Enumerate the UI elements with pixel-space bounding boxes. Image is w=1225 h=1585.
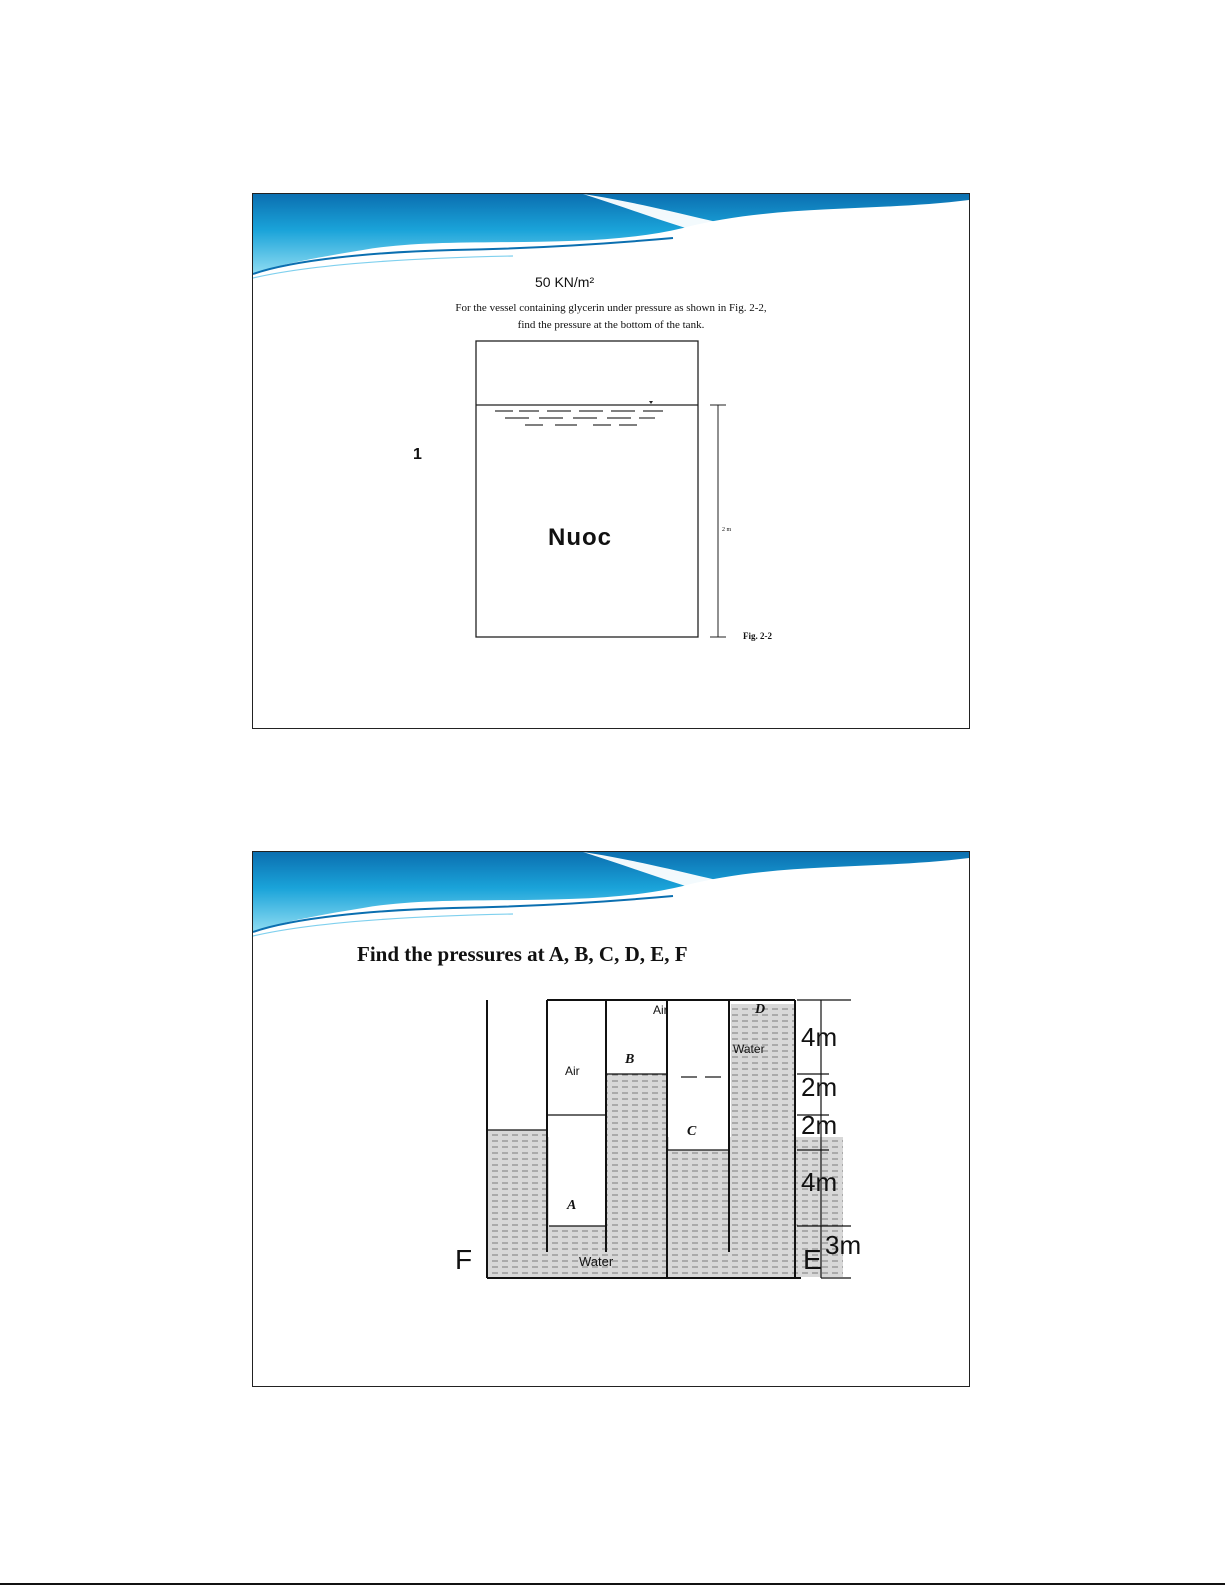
problem-text-line2: find the pressure at the bottom of the tank.: [517, 319, 705, 331]
surface-marker-icon: [649, 401, 653, 404]
point-b-label: B: [625, 1052, 635, 1067]
water-right-label: Water: [733, 1042, 765, 1056]
problem-title: Find the pressures at A, B, C, D, E, F: [357, 942, 688, 966]
slide-banner: [253, 852, 969, 944]
dimension-label-4: 4m: [801, 1167, 838, 1197]
air-left-label: Air: [565, 1064, 580, 1078]
liquid-label: Nuoc: [548, 524, 612, 551]
surface-dashes: [495, 411, 663, 425]
air-top-label: Air: [653, 1003, 668, 1017]
point-e-label: E: [803, 1244, 822, 1275]
dimension-label-5: 3m: [825, 1230, 862, 1260]
slide-banner: [253, 194, 969, 286]
slide-2: [252, 851, 970, 1387]
manometer-diagram: [351, 970, 871, 1300]
dimension-label-2: 2m: [801, 1072, 838, 1102]
point-d-label: D: [755, 1002, 766, 1017]
dimension-label-1: 4m: [801, 1022, 838, 1052]
slide-1: [252, 193, 970, 729]
problem-text-line1: For the vessel containing glycerin under pressure as shown in Fig. 2-2,: [455, 302, 767, 314]
pressure-label: 50 KN/m²: [535, 274, 595, 290]
water-bottom-label: Water: [579, 1254, 614, 1269]
side-number: 1: [413, 446, 422, 463]
tank-diagram: [443, 339, 823, 654]
height-label: 2 m: [722, 527, 732, 533]
tank-outline: [476, 341, 698, 637]
point-a-label: A: [567, 1198, 577, 1213]
point-f-label: F: [455, 1244, 473, 1275]
dimension-label-3: 2m: [801, 1110, 838, 1140]
figure-label: Fig. 2-2: [743, 631, 772, 641]
point-c-label: C: [687, 1124, 697, 1139]
